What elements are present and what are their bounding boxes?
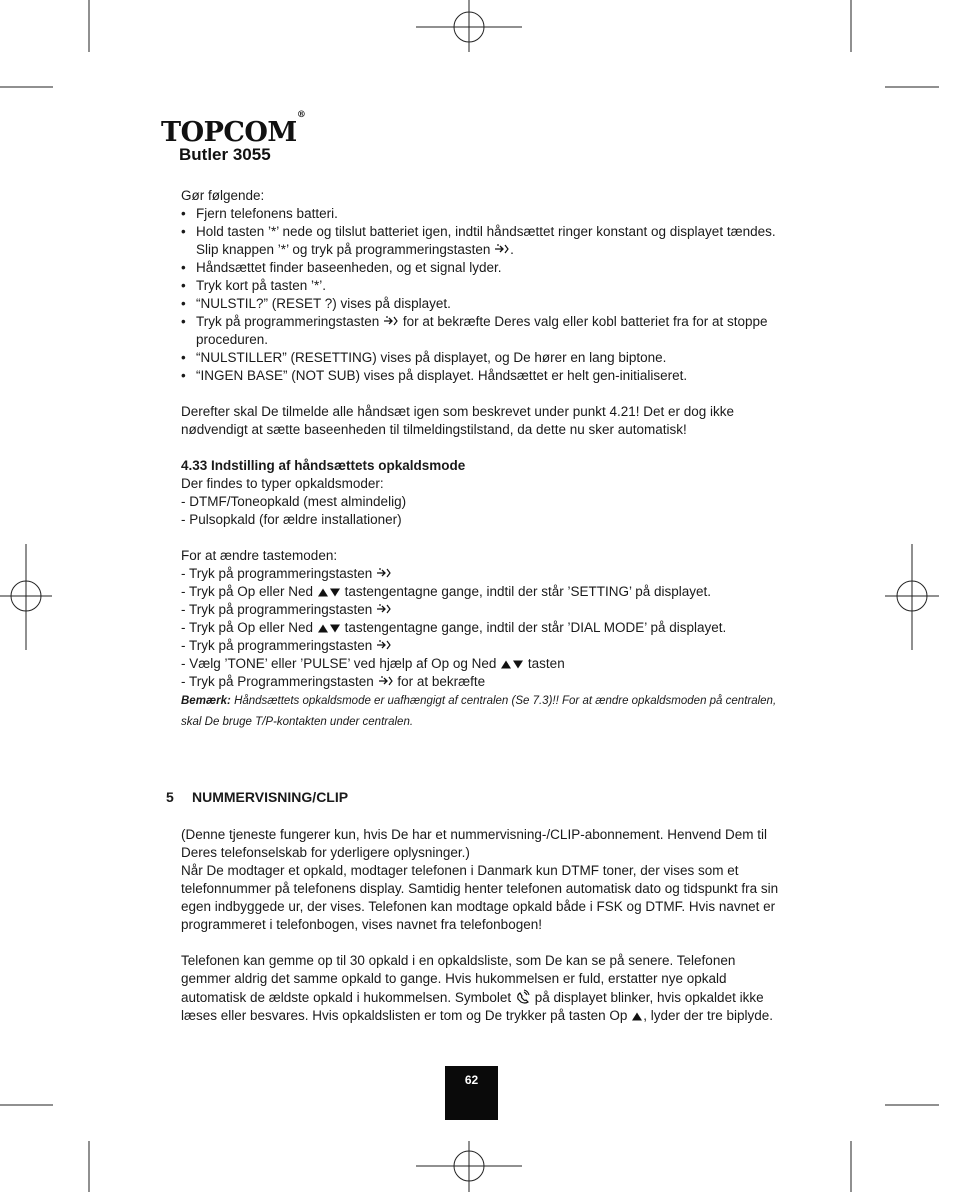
list-item: • Fjern telefonens batteri. [181,205,781,223]
down-arrow-icon [512,659,524,670]
note-label: Bemærk: [181,695,231,707]
dial-type-dtmf: - DTMF/Toneopkald (mest almindelig) [181,494,407,509]
list-item: • Tryk kort på tasten ’*’. [181,277,781,295]
missed-call-icon [515,988,531,1004]
list-item: • Håndsættet finder baseenheden, og et signal lyder. [181,259,781,277]
reset-steps [181,205,781,385]
programming-key-icon [376,566,392,580]
down-arrow-icon [329,623,341,634]
page-number: 62 [445,1066,498,1120]
section-5-content [181,826,781,1025]
down-arrow-icon [329,587,341,598]
up-arrow-icon [317,623,329,634]
up-arrow-icon [500,659,512,670]
up-arrow-icon [631,1011,643,1022]
main-content [181,187,781,733]
list-item: • “NULSTILLER” (RESETTING) vises på displayet, og De hører en lang biptone. [181,349,781,367]
note-text: Håndsættets opkaldsmode er uafhængigt af centralen (Se 7.3)!! For at ændre opkaldsmoden på centralen, skal De bruge T/P-kontakten under centralen. [181,695,777,728]
clip-paragraph: Når De modtager et opkald, modtager telefonen i Danmark kun DTMF toner, der vises som et telefonnummer på telefonens display. Samtidig henter telefonen automatisk dato og tidspunkt fra sin egen indbyggede ur, der vises. Telefonen kan modtage opkald både i FSK og DTMF. Hvis navnet er programmeret i telefonbogen, vises navnet fra telefonbogen! [181,863,779,932]
step-line: - Tryk på Op eller Ned tastengentagne gange, indtil der står ’DIAL MODE’ på displayet. [181,620,727,635]
list-item: • “NULSTIL?” (RESET ?) vises på displayet. [181,295,781,313]
step-line: - Tryk på Programmeringstasten for at bekræfte [181,674,486,689]
programming-key-icon [376,638,392,652]
topcom-logo: TOPCOM® [161,110,306,148]
step-line: - Tryk på programmeringstasten [181,637,781,655]
step-line: - Vælg ’TONE’ eller ’PULSE’ ved hjælp af Op og Ned tasten [181,656,565,671]
up-arrow-icon [317,587,329,598]
model-name: Butler 3055 [179,145,271,164]
list-item: • “INGEN BASE” (NOT SUB) vises på displayet. Håndsættet er helt gen-initialiseret. [181,367,781,385]
programming-key-icon [376,602,392,616]
step-line: - Tryk på programmeringstasten [181,565,781,583]
dial-type-pulse: - Pulsopkald (for ældre installationer) [181,512,402,527]
section-433-heading: 4.33 Indstilling af håndsættets opkaldsmode [181,458,466,473]
step-line: - Tryk på Op eller Ned tastengentagne gange, indtil der står ’SETTING’ på displayet. [181,584,712,599]
reset-intro: Gør følgende: [181,188,265,203]
section-5-heading [166,789,348,805]
programming-key-icon [494,242,510,256]
list-item: • Hold tasten ’*’ nede og tilslut batteriet igen, indtil håndsættet ringer konstant og displayet tændes. Slip knappen ’*’ og tryk på programmeringstasten . [181,223,781,259]
list-item: • Tryk på programmeringstasten for at bekræfte Deres valg eller kobl batteriet fra for at stoppe proceduren. [181,313,781,349]
clip-paragraph: (Denne tjeneste fungerer kun, hvis De har et nummervisning-/CLIP-abonnement. Henvend Dem til Deres telefonselskab for yderligere oplysninger.) [181,827,768,860]
reset-after-text: Derefter skal De tilmelde alle håndsæt igen som beskrevet under punkt 4.21! Det er dog ikke nødvendigt at sætte baseenheden til tilmeldingstilstand, da dette nu sker automatisk! [181,404,735,437]
step-line: - Tryk på programmeringstasten [181,601,781,619]
programming-key-icon [378,674,394,688]
section-number: 5 [166,789,174,805]
clip-paragraph: Telefonen kan gemme op til 30 opkald i en opkaldsliste, som De kan se på senere. Telefonen gemmer aldrig det samme opkald to gange. Hvis hukommelsen er fuld, erstatter nye opkald automatisk de ældste opkald i hukommelsen. Symbolet på displayet blinker, hvis opkaldet ikke læses eller besvares. Hvis opkaldslisten er tom og De trykker på tasten Op , lyder der tre biplyde. [181,953,774,1023]
section-title: NUMMERVISNING/CLIP [192,789,349,805]
change-mode-intro: For at ændre tastemoden: [181,548,338,563]
note [181,691,781,733]
dial-types-intro: Der findes to typer opkaldsmoder: [181,476,384,491]
programming-key-icon [383,314,399,328]
